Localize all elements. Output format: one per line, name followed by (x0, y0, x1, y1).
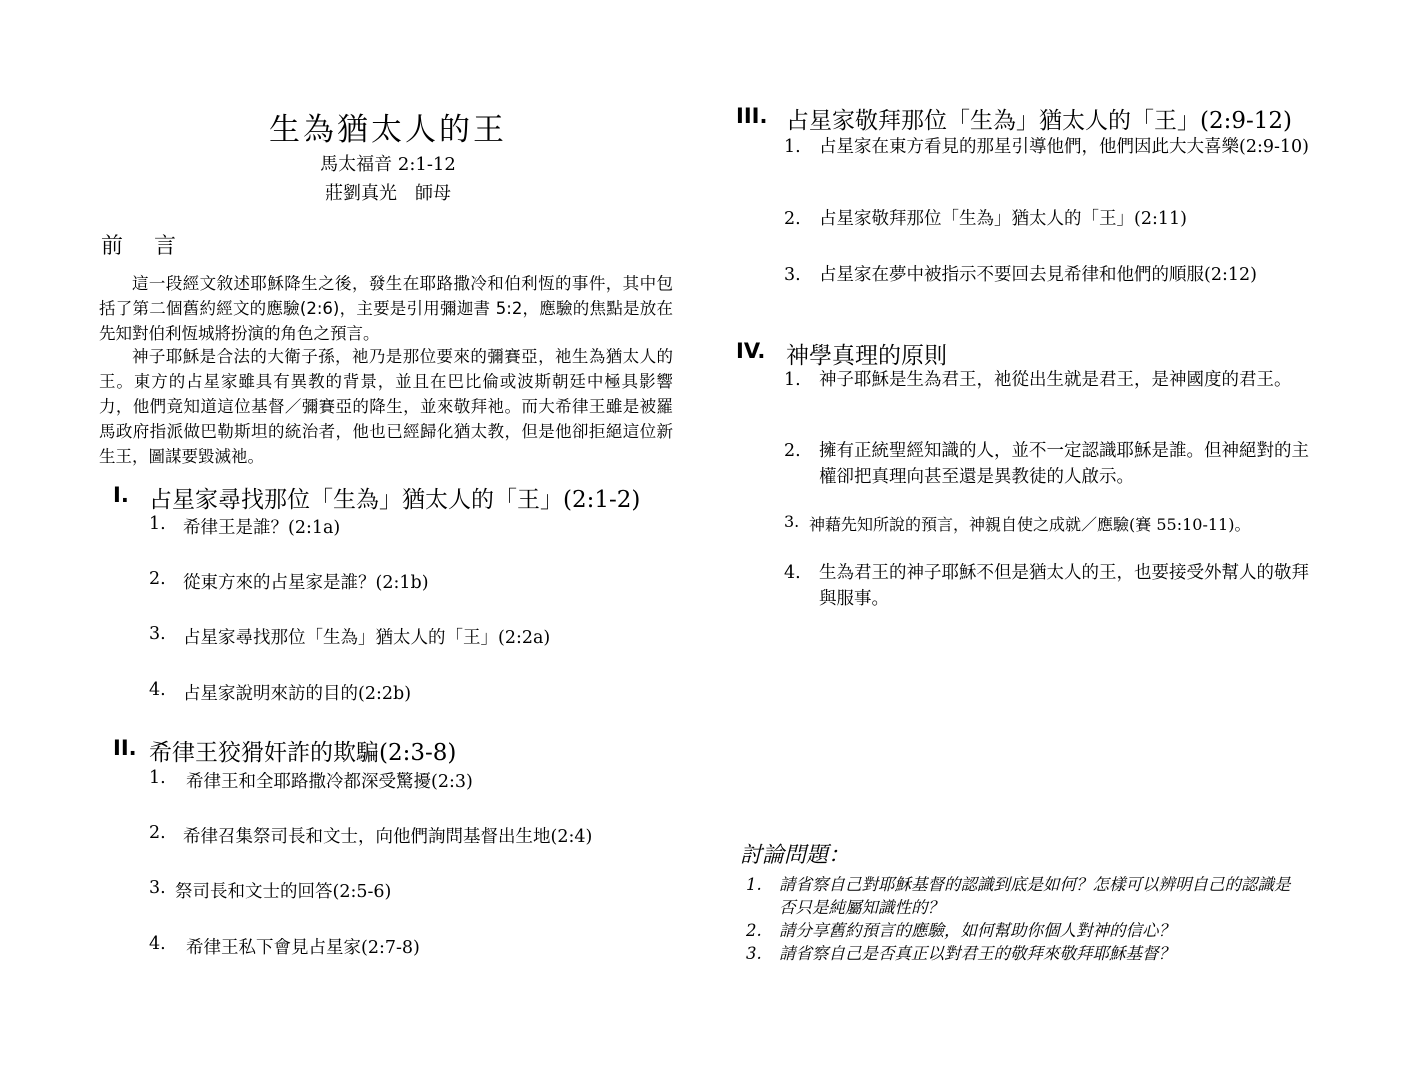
item-number: 2. (784, 441, 801, 461)
scripture-reference: 馬太福音 2:1-12 (320, 154, 456, 175)
discussion-question (746, 942, 1306, 965)
section-title: 占星家敬拜那位「生為」猶太人的「王」(2:9-12) (786, 108, 1292, 134)
intro-paragraph: 這一段經文敘述耶穌降生之後，發生在耶路撒冷和伯利恆的事件，其中包括了第二個舊約經文的應驗(2:6)，主要是引用彌迦書 5:2，應驗的焦點是放在先知對伯利恆城將扮演的角色之預言。 (99, 274, 673, 343)
section-numeral: I. (113, 483, 129, 507)
item-text: 希律王和全耶路撒冷都深受驚擾(2:3) (186, 772, 473, 792)
discussion-question (746, 873, 1306, 919)
section-numeral: III. (736, 104, 768, 128)
list-item (784, 367, 1314, 393)
item-number: 3. (784, 512, 800, 531)
item-text: 占星家在夢中被指示不要回去見希律和他們的順服(2:12) (819, 265, 1257, 285)
item-text: 神藉先知所說的預言，神親自使之成就／應驗(賽 55:10-11)。 (809, 515, 1251, 534)
list-item (784, 438, 1314, 490)
item-text: 占星家在東方看見的那星引導他們，他們因此大大喜樂(2:9-10) (819, 137, 1309, 157)
list-item (784, 262, 1284, 288)
question-text: 請分享舊約預言的應驗，如何幫助你個人對神的信心？ (779, 921, 1175, 940)
list-item (784, 560, 1314, 612)
discussion-question (746, 919, 1306, 942)
item-number: 1. (784, 370, 801, 390)
item-text: 占星家說明來訪的目的(2:2b) (183, 684, 412, 704)
intro-heading: 前 言 (101, 234, 188, 259)
item-number: 1. (149, 514, 166, 534)
item-number: 4. (149, 680, 166, 700)
item-text: 占星家敬拜那位「生為」猶太人的「王」(2:11) (819, 209, 1187, 229)
intro-paragraph: 神子耶穌是合法的大衛子孫，祂乃是那位要來的彌賽亞，祂生為猶太人的王。東方的占星家雖具有異教的背景，並且在巴比倫或波斯朝廷中極具影響力，他們竟知道這位基督／彌賽亞的降生，並來敬拜祂。而大希律王雖是被羅馬政府指派做巴勒斯坦的統治者，他也已經歸化猶太教，但是他卻拒絕這位新生王，圖謀要毀滅祂。 (99, 347, 673, 466)
item-number: 3. (149, 624, 166, 644)
item-text: 神子耶穌是生為君王，祂從出生就是君王，是神國度的君王。 (819, 370, 1292, 390)
question-text: 請省察自己是否真正以對君王的敬拜來敬拜耶穌基督？ (779, 944, 1175, 963)
list-item (784, 206, 1314, 232)
item-number: 1. (784, 137, 801, 157)
item-number: 1. (149, 768, 166, 788)
section-title: 神學真理的原則 (786, 343, 947, 369)
question-number: 2. (746, 921, 762, 940)
section-title: 希律王狡猾奸詐的欺騙(2:3-8) (149, 740, 457, 766)
item-number: 2. (784, 209, 801, 229)
item-number: 4. (784, 563, 801, 583)
section-numeral: IV. (736, 339, 766, 363)
section-title: 占星家尋找那位「生為」猶太人的「王」(2:1-2) (149, 487, 641, 513)
page-title: 生為猶太人的王 (269, 112, 507, 148)
item-number: 3. (784, 265, 801, 285)
discussion-heading: 討論問題： (740, 843, 851, 868)
item-text: 生為君王的神子耶穌不但是猶太人的王，也要接受外幫人的敬拜與服事。 (819, 563, 1309, 609)
item-text: 希律召集祭司長和文士，向他們詢問基督出生地(2:4) (183, 827, 593, 847)
item-number: 2. (149, 569, 166, 589)
question-text: 請省察自己對耶穌基督的認識到底是如何？怎樣可以辨明自己的認識是否只是純屬知識性的？ (779, 875, 1291, 917)
item-text: 希律王是誰？(2:1a) (183, 518, 341, 538)
item-number: 2. (149, 823, 166, 843)
item-text: 希律王私下會見占星家(2:7-8) (186, 938, 420, 958)
item-text: 祭司長和文士的回答(2:5-6) (175, 882, 392, 902)
section-numeral: II. (113, 736, 137, 760)
question-number: 3. (746, 944, 762, 963)
list-item (784, 134, 1314, 160)
question-number: 1. (746, 875, 762, 894)
item-text: 從東方來的占星家是誰？(2:1b) (183, 573, 429, 593)
item-text: 擁有正統聖經知識的人，並不一定認識耶穌是誰。但神絕對的主權卻把真理向甚至還是異教徒的人啟示。 (819, 441, 1309, 487)
item-number: 4. (149, 934, 166, 954)
item-number: 3. (149, 878, 166, 898)
item-text: 占星家尋找那位「生為」猶太人的「王」(2:2a) (183, 628, 551, 648)
author-line: 莊劉真光 師母 (325, 183, 451, 204)
